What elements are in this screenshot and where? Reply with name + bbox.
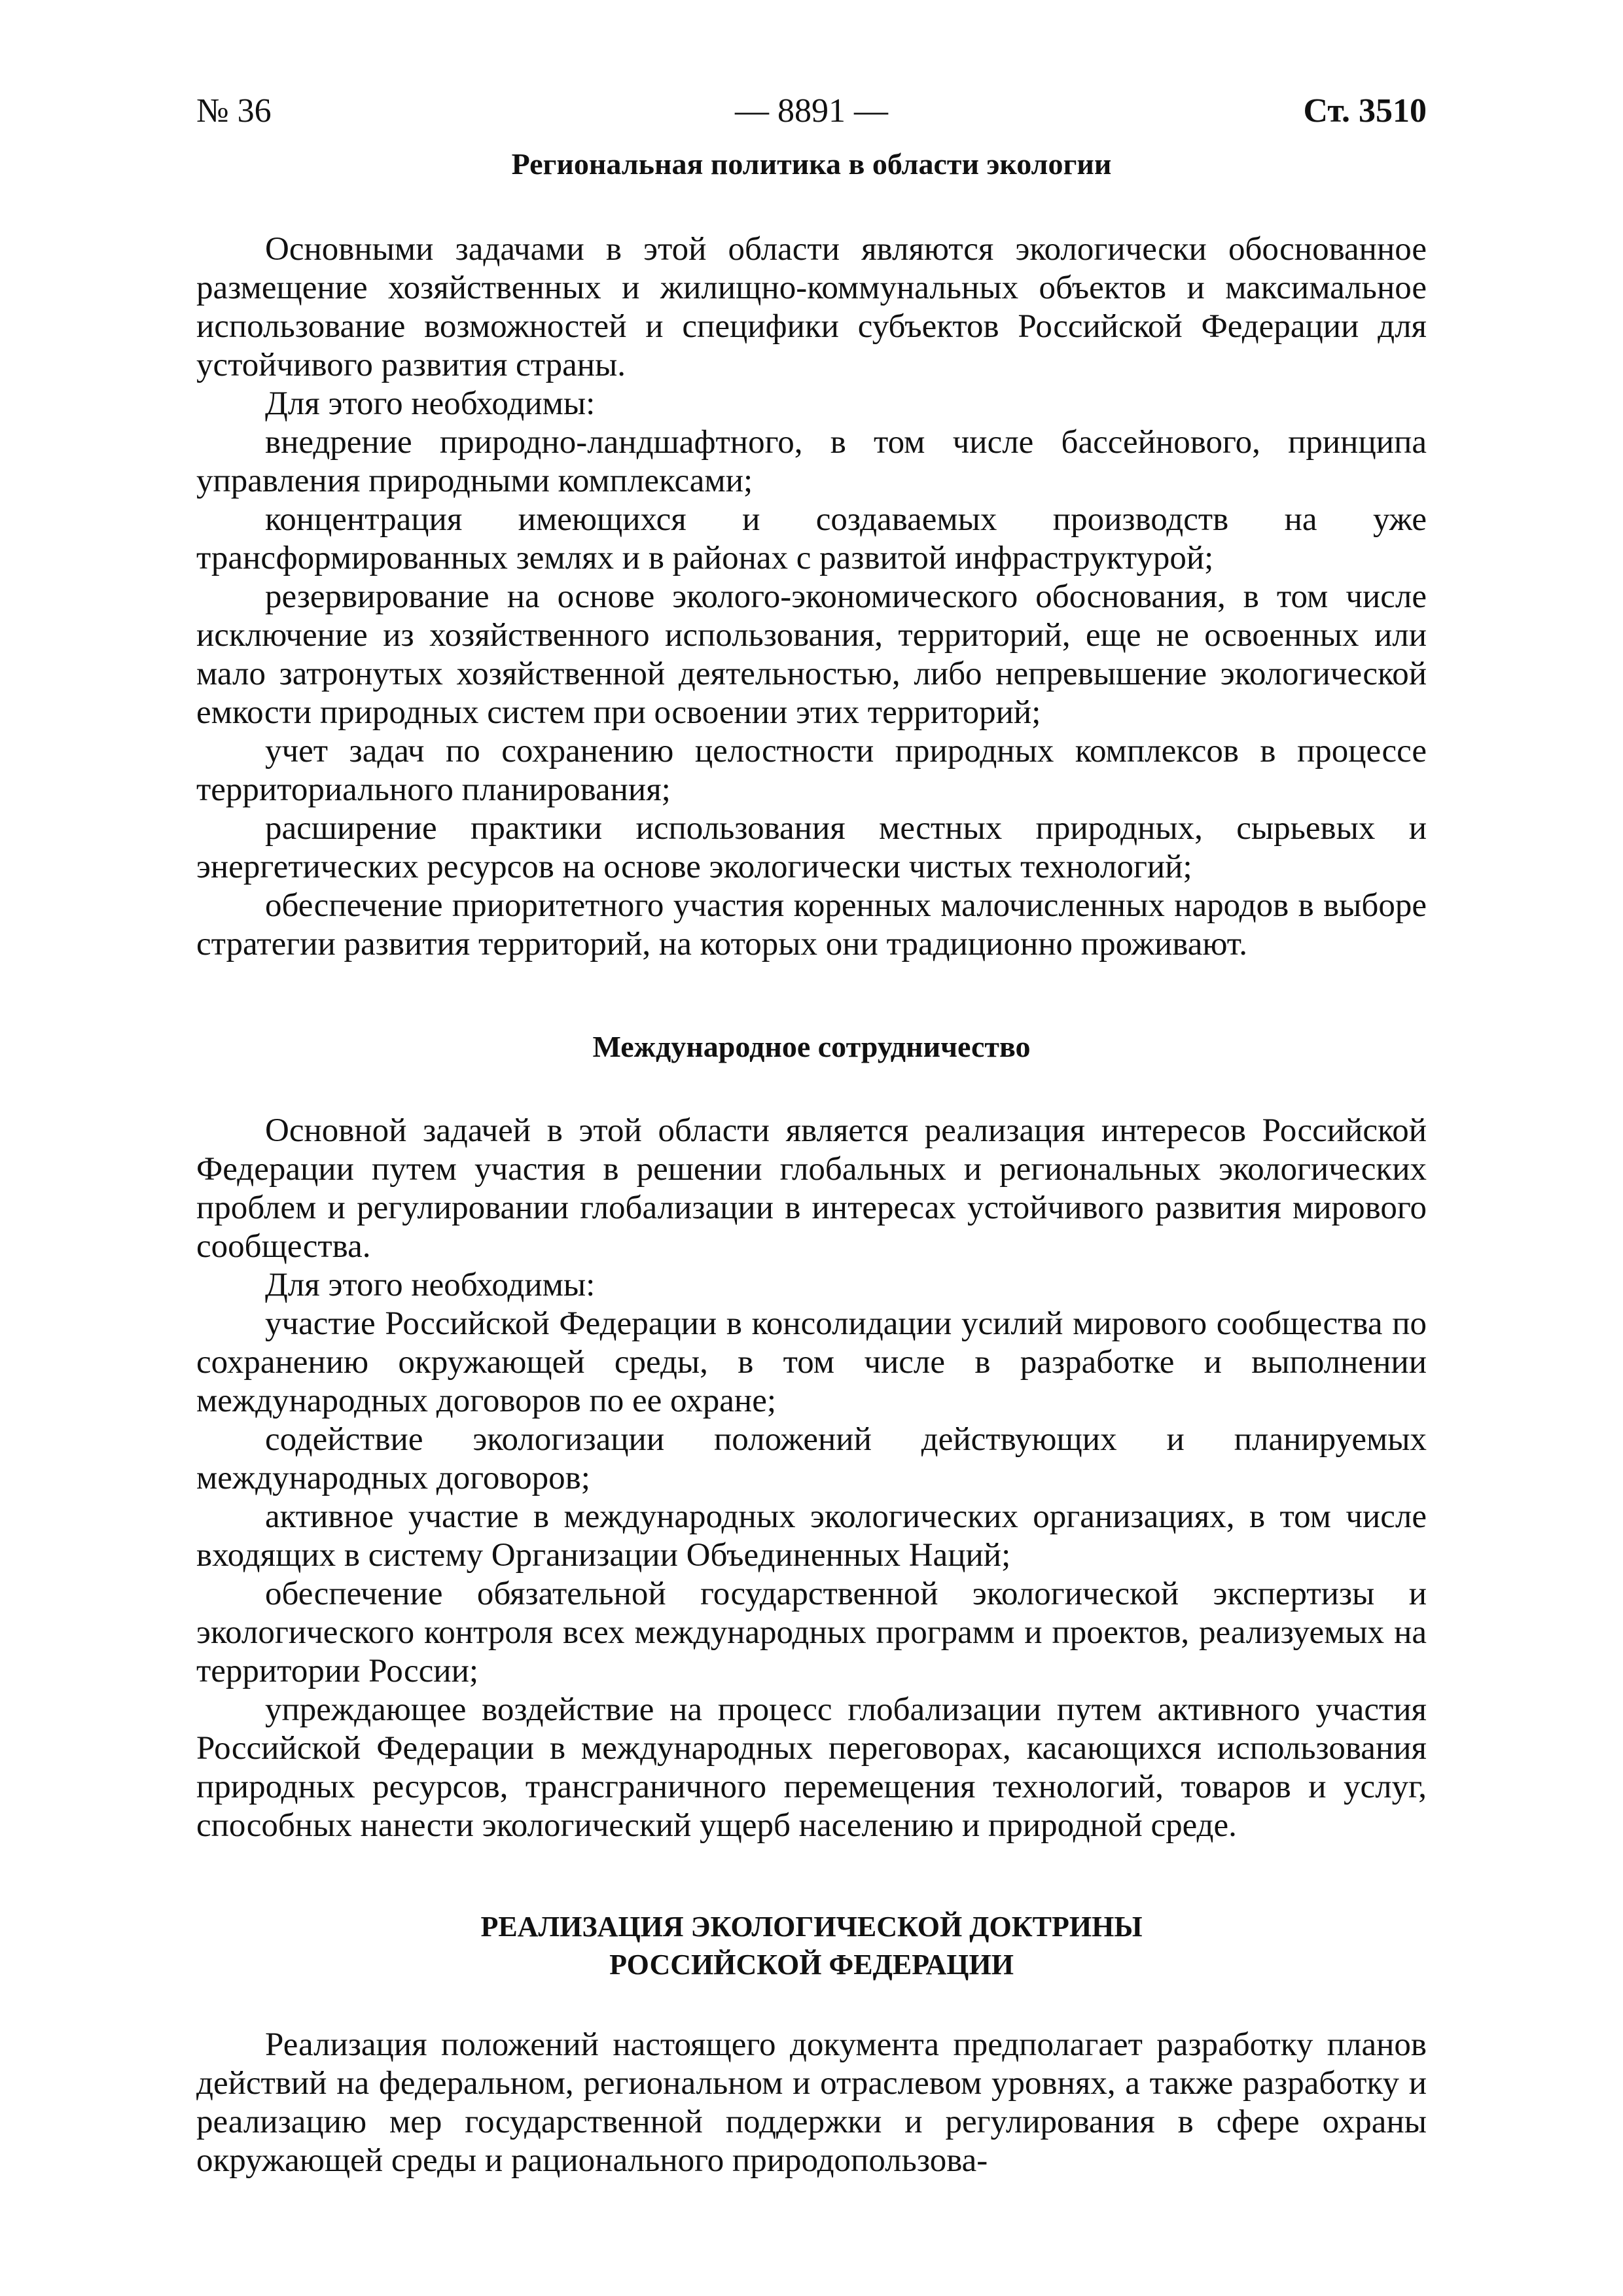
section-body-regional-policy — [196, 230, 1427, 964]
paragraph: Основными задачами в этой области являются экологически обоснованное размещение хозяйственных и жилищно-коммунальных объектов и максимальное использование возможностей и специфики субъектов Российской Федерации для устойчивого развития страны. — [196, 231, 1427, 383]
page-header — [196, 79, 1427, 144]
document-page — [196, 79, 1427, 2180]
section-title-line: РОССИЙСКОЙ ФЕДЕРАЦИИ — [609, 1949, 1014, 1981]
list-item: обеспечение приоритетного участия коренных малочисленных народов в выборе стратегии развития территорий, на которых они традиционно проживают. — [196, 887, 1427, 963]
list-item: внедрение природно-ландшафтного, в том числе бассейнового, принципа управления природными комплексами; — [196, 424, 1427, 499]
list-item: резервирование на основе эколого-экономического обоснования, в том числе исключение из хозяйственного использования, территорий, еще не освоенных или мало затронутых хозяйственной деятельностью, либо непревышение экологической емкости природных систем при освоении этих территорий; — [196, 578, 1427, 731]
section-body-international-cooperation — [196, 1112, 1427, 1845]
section-title-regional-policy: Региональная политика в области экологии — [511, 147, 1112, 181]
page-number: — 8891 — — [735, 92, 888, 130]
list-item: концентрация имеющихся и создаваемых производств на уже трансформированных землях и в районах с развитой инфраструктурой; — [196, 501, 1427, 576]
list-item: расширение практики использования местных природных, сырьевых и энергетических ресурсов на основе экологически чистых технологий; — [196, 810, 1427, 885]
section-title-line: РЕАЛИЗАЦИЯ ЭКОЛОГИЧЕСКОЙ ДОКТРИНЫ — [480, 1911, 1143, 1943]
section-title-international-cooperation: Международное сотрудничество — [592, 1030, 1031, 1063]
list-item: учет задач по сохранению целостности природных комплексов в процессе территориального планирования; — [196, 733, 1427, 808]
paragraph: Основной задачей в этой области является реализация интересов Российской Федерации путем участия в решении глобальных и региональных экологических проблем и регулировании глобализации в интересах устойчивого развития мирового сообщества. — [196, 1112, 1427, 1265]
list-item: активное участие в международных экологических организациях, в том числе входящих в систему Организации Объединенных Наций; — [196, 1498, 1427, 1574]
list-item: содействие экологизации положений действующих и планируемых международных договоров; — [196, 1421, 1427, 1496]
section-body-doctrine-implementation — [196, 2026, 1427, 2180]
list-item: упреждающее воздействие на процесс глобализации путем активного участия Российской Федерации в международных переговорах, касающихся использования природных ресурсов, трансграничного перемещения технологий, товаров и услуг, способных нанести экологический ущерб населению и природной среде. — [196, 1691, 1427, 1844]
paragraph: Для этого необходимы: — [265, 1267, 596, 1303]
section-title-doctrine-implementation — [196, 1908, 1427, 1984]
issue-number: № 36 — [196, 92, 272, 130]
list-item: обеспечение обязательной государственной экологической экспертизы и экологического контроля всех международных программ и проектов, реализуемых на территории России; — [196, 1576, 1427, 1689]
paragraph: Для этого необходимы: — [265, 385, 596, 422]
article-number: Ст. 3510 — [1303, 92, 1427, 130]
paragraph: Реализация положений настоящего документа предполагает разработку планов действий на федеральном, региональном и отраслевом уровнях, а также разработку и реализацию мер государственной поддержки и регулирования в сфере охраны окружающей среды и рационального природопользова- — [196, 2026, 1427, 2179]
list-item: участие Российской Федерации в консолидации усилий мирового сообщества по сохранению окружающей среды, в том числе в разработке и выполнении международных договоров по ее охране; — [196, 1305, 1427, 1419]
